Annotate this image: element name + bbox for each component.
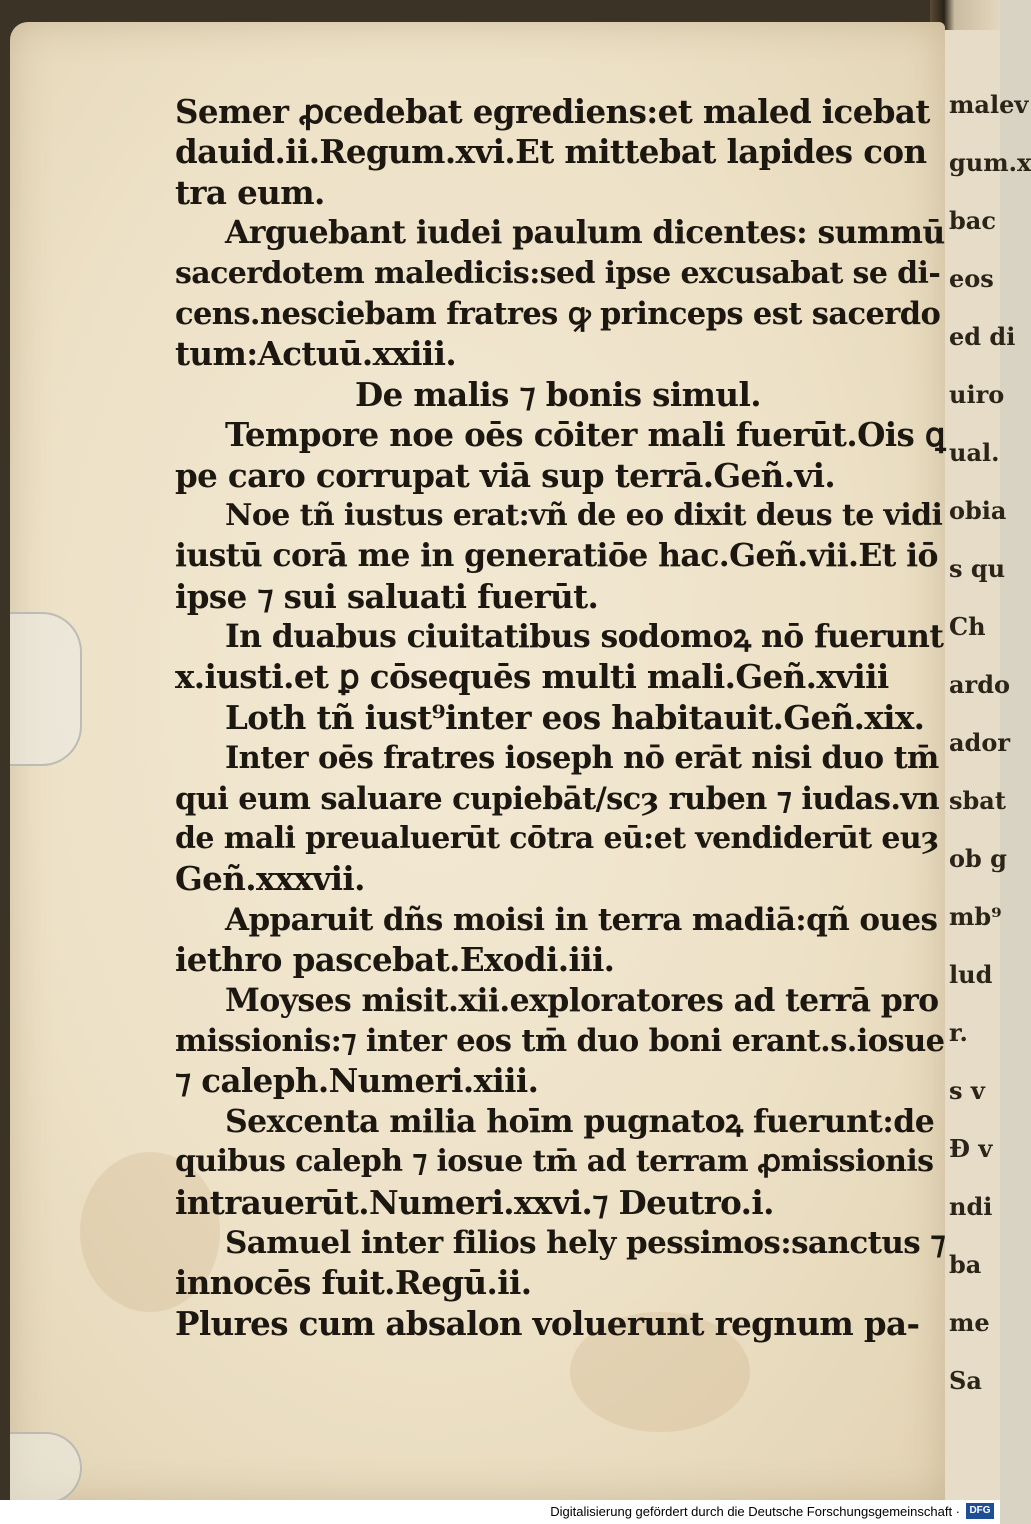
page-clip — [10, 612, 82, 766]
text-line: innocēs fuit.Regū.ii. — [175, 1263, 532, 1303]
text-line: Semer ꝓcedebat egrediens:et maled icebat — [175, 92, 930, 131]
facing-page-fragment: eos — [949, 264, 994, 293]
text-line: ipse ⁊ sui saluati fuerūt. — [175, 576, 599, 616]
text-line: sacerdotem maledicis:sed ipse excusabat se di- — [175, 255, 941, 291]
facing-page-fragment: s qu — [949, 554, 1006, 583]
text-line: Moyses misit.xii.exploratores ad terrā pro — [225, 981, 939, 1019]
text-line: intrauerūt.Numeri.xxvi.⁊ Deutro.i. — [175, 1182, 774, 1222]
facing-page-fragment: bac — [949, 206, 996, 235]
text-line: Samuel inter filios hely pessimos:sanctus ⁊ — [225, 1224, 946, 1261]
text-line: qui eum saluare cupiebāt/scȝ ruben ⁊ iudas.vn — [175, 780, 940, 817]
footer-bar — [0, 1500, 1000, 1524]
facing-page-fragment: ndi — [949, 1192, 993, 1221]
facing-page-fragment: gum.x — [949, 148, 1031, 177]
text-line: iustū corā me in generatiōe hac.Geñ.vii.Et iō — [175, 537, 938, 575]
page-text — [175, 92, 945, 1344]
facing-page-fragment: ba — [949, 1250, 982, 1279]
text-line: dauid.ii.Regum.xvi.Et mittebat lapides con — [175, 132, 927, 172]
text-line: Geñ.xxxvii. — [175, 859, 365, 899]
facing-page-fragment: ual. — [949, 438, 1000, 467]
facing-page-fragment: malev — [949, 90, 1029, 119]
text-line: Inter oēs fratres ioseph nō erāt nisi duo tm̄ — [225, 740, 939, 777]
facing-page-fragment: uiro — [949, 380, 1005, 409]
facing-page-fragment: Ch — [949, 612, 986, 641]
text-line: ⁊ caleph.Numeri.xiii. — [175, 1061, 539, 1101]
facing-page-fragment: s v — [949, 1076, 985, 1105]
text-line: iethro pascebat.Exodi.iii. — [175, 940, 615, 980]
text-line: Loth tñ iust⁹inter eos habitauit.Geñ.xix. — [225, 697, 925, 737]
text-line: quibus caleph ⁊ iosue tm̄ ad terram ꝓmissionis — [175, 1144, 934, 1180]
page-clip — [10, 1432, 82, 1504]
text-line: Noe tñ iustus erat:vñ de eo dixit deus te vidi — [225, 497, 943, 533]
facing-page-fragment: lud — [949, 960, 993, 989]
facing-page-fragment: ed di — [949, 322, 1016, 351]
facing-page-fragment: r. — [949, 1018, 968, 1047]
text-line: De malis ⁊ bonis simul. — [355, 374, 761, 414]
facing-page-fragment: me — [949, 1308, 990, 1337]
text-line: missionis:⁊ inter eos tm̄ duo boni erant.s.iosue — [175, 1022, 945, 1059]
digitization-credit: Digitalisierung gefördert durch die Deutsche Forschungsgemeinschaft · — [550, 1504, 960, 1519]
facing-page-fragment: ador — [949, 728, 1010, 757]
facing-page-fragment: mb⁹ — [949, 902, 1002, 931]
facing-page-fragment: ardo — [949, 670, 1010, 699]
text-line: Apparuit dñs moisi in terra madiā:qñ oues — [225, 901, 938, 938]
facing-page-fragment: sbat — [949, 786, 1006, 815]
text-line: Plures cum absalon voluerunt regnum pa- — [175, 1303, 920, 1343]
text-line: tum:Actuū.xxiii. — [175, 334, 457, 374]
dfg-logo: DFG — [966, 1503, 994, 1519]
facing-page-fragment: ob g — [949, 844, 1007, 873]
text-line: de mali preualuerūt cōtra eū:et vendiderūt euȝ — [175, 821, 939, 857]
text-line: Tempore noe oēs cōiter mali fuerūt.Ois ꝗ — [225, 415, 945, 455]
facing-page-fragment: Ð v — [949, 1134, 993, 1163]
facing-page-fragment: obia — [949, 496, 1007, 525]
facing-page-fragment: Sa — [949, 1366, 982, 1395]
text-line: cens.nesciebam fratres ꝙ princeps est sacerdo — [175, 295, 941, 332]
text-line: Sexcenta milia hoīm pugnatoꝝ fuerunt:de — [225, 1102, 935, 1140]
text-line: In duabus ciuitatibus sodomoꝝ nō fuerunt — [225, 618, 944, 656]
text-line: tra eum. — [175, 172, 325, 212]
text-line: pe caro corrupat viā sup terrā.Geñ.vi. — [175, 455, 836, 495]
text-line: x.iusti.et ꝑ cōsequēs multi mali.Geñ.xviii — [175, 657, 889, 697]
facing-page-edge — [943, 30, 1031, 1500]
text-line: Arguebant iudei paulum dicentes: summū — [225, 214, 945, 252]
